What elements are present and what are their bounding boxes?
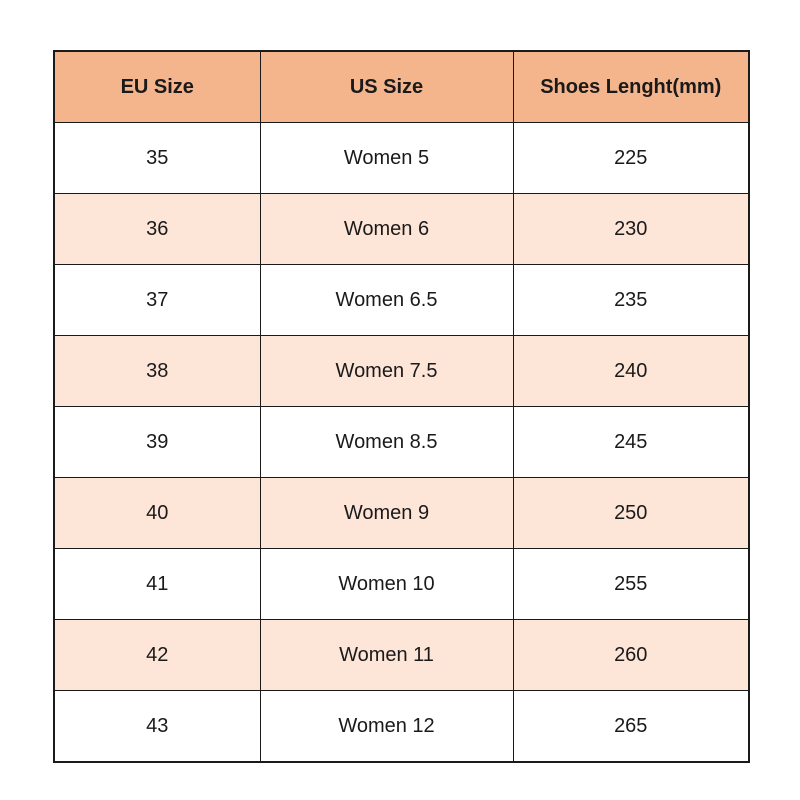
cell-eu-size: 36 — [54, 194, 260, 265]
size-chart-table — [53, 50, 750, 763]
cell-eu-size: 39 — [54, 407, 260, 478]
cell-shoes-length: 225 — [513, 123, 749, 194]
cell-eu-size: 38 — [54, 336, 260, 407]
table-row — [54, 194, 749, 265]
cell-us-size: Women 10 — [260, 549, 513, 620]
cell-shoes-length: 245 — [513, 407, 749, 478]
cell-shoes-length: 240 — [513, 336, 749, 407]
cell-us-size: Women 12 — [260, 691, 513, 763]
cell-eu-size: 41 — [54, 549, 260, 620]
cell-eu-size: 37 — [54, 265, 260, 336]
cell-shoes-length: 250 — [513, 478, 749, 549]
table-row — [54, 407, 749, 478]
cell-eu-size: 35 — [54, 123, 260, 194]
cell-eu-size: 42 — [54, 620, 260, 691]
cell-shoes-length: 255 — [513, 549, 749, 620]
table-row — [54, 478, 749, 549]
cell-us-size: Women 5 — [260, 123, 513, 194]
cell-shoes-length: 260 — [513, 620, 749, 691]
table-row — [54, 691, 749, 763]
table-row — [54, 549, 749, 620]
header-shoes-length: Shoes Lenght(mm) — [513, 51, 749, 123]
cell-us-size: Women 8.5 — [260, 407, 513, 478]
table-header — [54, 51, 749, 123]
cell-shoes-length: 265 — [513, 691, 749, 763]
cell-eu-size: 43 — [54, 691, 260, 763]
table-body — [54, 123, 749, 763]
cell-us-size: Women 6.5 — [260, 265, 513, 336]
cell-shoes-length: 230 — [513, 194, 749, 265]
table-row — [54, 336, 749, 407]
cell-shoes-length: 235 — [513, 265, 749, 336]
table-row — [54, 123, 749, 194]
cell-us-size: Women 7.5 — [260, 336, 513, 407]
table-row — [54, 265, 749, 336]
cell-eu-size: 40 — [54, 478, 260, 549]
cell-us-size: Women 6 — [260, 194, 513, 265]
header-us-size: US Size — [260, 51, 513, 123]
cell-us-size: Women 11 — [260, 620, 513, 691]
table-row — [54, 620, 749, 691]
header-eu-size: EU Size — [54, 51, 260, 123]
cell-us-size: Women 9 — [260, 478, 513, 549]
header-row — [54, 51, 749, 123]
